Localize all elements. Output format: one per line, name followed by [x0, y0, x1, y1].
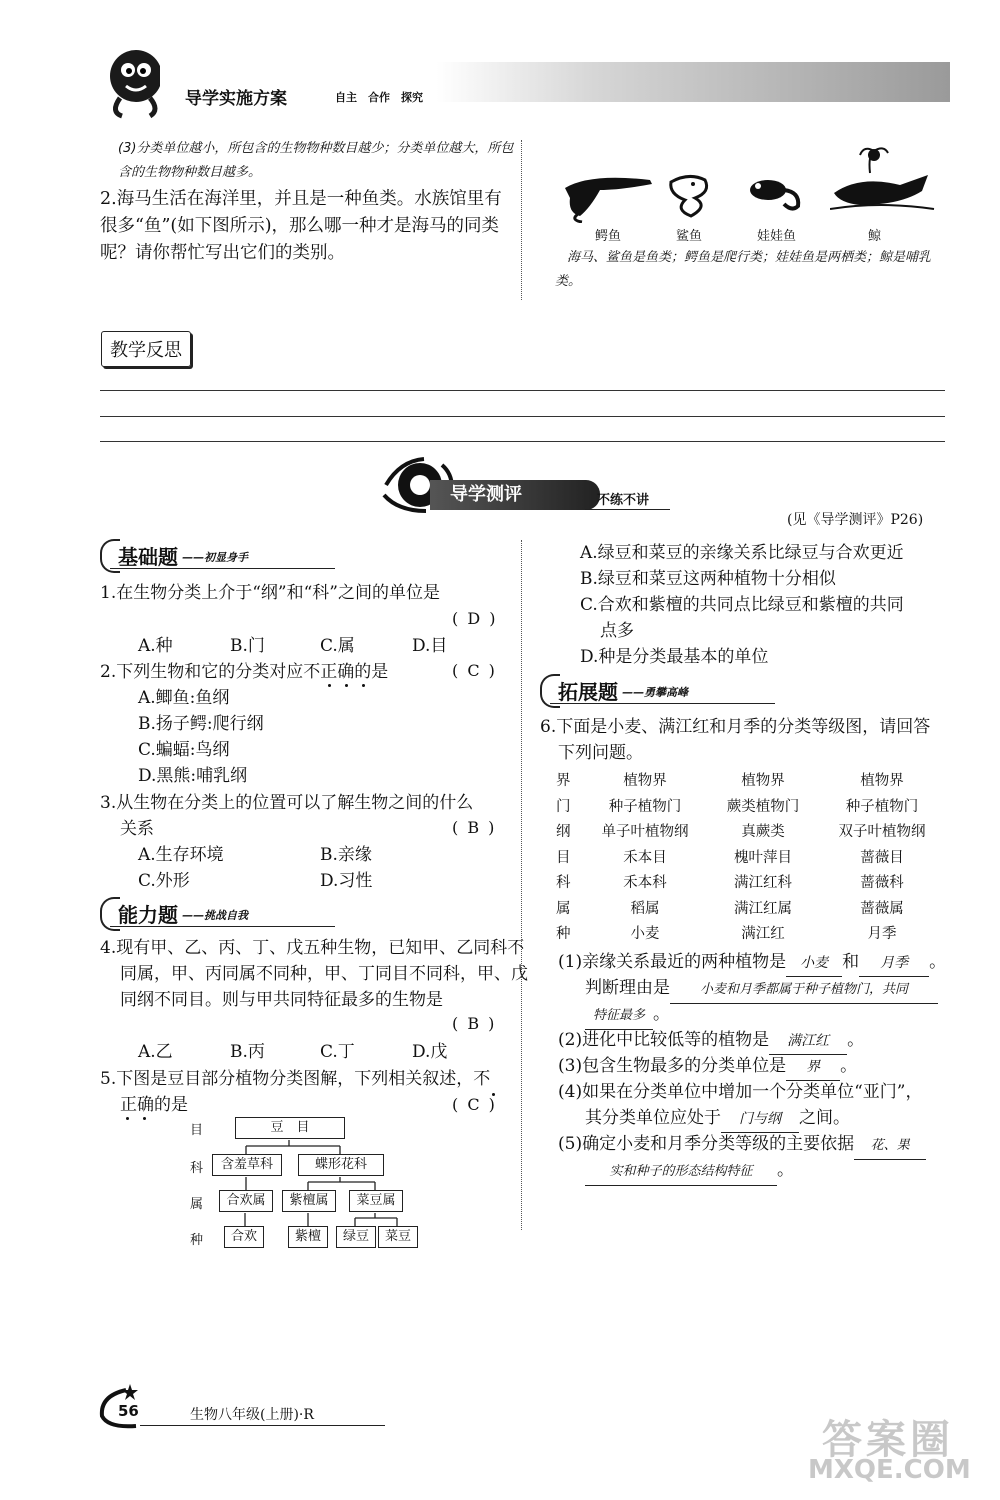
node-order-legume: 豆 目: [235, 1117, 345, 1139]
q6-sub2-prefix: (2)进化中比较低等的植物是: [558, 1030, 770, 1050]
extend-title: 拓展题: [558, 680, 618, 704]
footer-line: [140, 1425, 385, 1426]
q1-answer: ( D ): [452, 609, 498, 628]
table-rank-cell: 种: [556, 926, 571, 943]
q6-sub1-prefix: (1)亲缘关系最近的两种植物是: [558, 952, 787, 972]
table-row: [556, 920, 942, 946]
q3-option-c: C.外形: [138, 871, 190, 891]
q6-sub1-blank1: 小麦: [786, 950, 842, 977]
table-rank-cell: 科: [556, 875, 571, 892]
table-cell: 蔷薇科: [860, 875, 904, 892]
animal-label-salamander: 娃娃鱼: [757, 229, 797, 244]
classification-table: [556, 767, 942, 946]
q3-answer: ( B ): [452, 818, 497, 837]
q5-line1: 5.下图是豆目部分植物分类图解，下列相关叙述，不: [100, 1069, 491, 1089]
reflection-line-2: [100, 416, 945, 417]
animal-label-crocodile: 鳄鱼: [595, 229, 622, 244]
q6-sub3-prefix: (3)包含生物最多的分类单位是: [558, 1056, 787, 1076]
node-species-pterocarpus: 紫檀: [288, 1226, 328, 1248]
q6-sub5-blank1: 花、果: [854, 1133, 926, 1160]
q6-sub1-reason-cont: [585, 1001, 670, 1030]
ability-subtitle: ——挑战自我: [182, 909, 248, 922]
q5-line2: 正确的是: [120, 1095, 188, 1115]
basic-subtitle: ——初显身手: [182, 551, 248, 564]
q5-option-d: D.种是分类最基本的单位: [580, 647, 769, 667]
table-cell: 蕨类植物门: [726, 798, 800, 815]
q6-sub2: [558, 1027, 864, 1055]
animal-answer: 海马、鲨鱼是鱼类；鳄鱼是爬行类；娃娃鱼是两栖类；鲸是哺乳类。: [555, 250, 932, 289]
table-cell: 稻属: [630, 900, 660, 917]
q6-sub2-end: 。: [847, 1030, 865, 1050]
q4-option-b: B.丙: [230, 1042, 265, 1062]
salamander-icon: [744, 168, 804, 218]
q3-text-line2: 关系: [120, 819, 154, 839]
table-cell: 双子叶植物纲: [838, 824, 926, 841]
q6-sub5: [558, 1131, 926, 1160]
q5-option-a: A.绿豆和菜豆的亲缘关系比绿豆与合欢更近: [580, 543, 904, 563]
q4-line2: 同属，甲、丙同属不同种，甲、丁同目不同科，甲、戊: [120, 964, 528, 984]
column-divider-lower: [521, 540, 522, 1230]
q2-text: 2.下列生物和它的分类对应不正确的是: [100, 662, 389, 682]
q6-sub3-blank: 界: [786, 1054, 840, 1081]
seahorse-question: 2.海马生活在海洋里，并且是一种鱼类。水族馆里有很多“鱼”(如下图所示)，那么哪一种才是海马的同类呢？请你帮忙写出它们的类别。: [100, 189, 502, 263]
rank-genus: 属: [190, 1197, 204, 1212]
node-species-kidneybean: 菜豆: [378, 1226, 418, 1248]
q2-option-b: B.扬子鳄:爬行纲: [138, 714, 264, 734]
emphasis-dot: [143, 1117, 146, 1120]
q4-line3: 同纲不同目。则与甲共同特征最多的生物是: [120, 990, 443, 1010]
table-cell: 禾本科: [623, 875, 667, 892]
test-reference: (见《导学测评》P26): [787, 512, 924, 528]
book-title: 生物八年级(上册)·R: [190, 1407, 314, 1423]
ability-title: 能力题: [118, 903, 178, 927]
reflection-label: 教学反思: [101, 331, 191, 367]
extend-subtitle: ——勇攀高峰: [622, 686, 688, 699]
q6-sub1-and: 和: [842, 952, 860, 972]
node-genus-albizia: 合欢属: [219, 1190, 273, 1212]
test-slogan: 不练不讲: [597, 493, 650, 508]
table-cell: 满江红科: [734, 875, 792, 892]
crocodile-icon: [560, 168, 655, 223]
q6-sub5-blank2: 实和种子的形态结构特征: [585, 1159, 777, 1186]
reflection-line-3: [100, 441, 945, 442]
table-cell: 槐叶萍目: [734, 849, 792, 866]
table-rank-cell: 纲: [556, 824, 571, 841]
table-cell: 蔷薇属: [860, 900, 904, 917]
basic-title: 基础题: [118, 545, 178, 569]
q4-line1: 4.现有甲、乙、丙、丁、戊五种生物，已知甲、乙同科不: [100, 938, 525, 958]
q6-sub1-reason-blank-cont: 特征最多: [585, 1003, 653, 1030]
q6-sub1-blank2: 月季: [859, 950, 929, 977]
q6-sub2-blank: 满江红: [769, 1028, 847, 1055]
q6-sub1-reason-blank: 小麦和月季都属于种子植物门，共同: [670, 977, 938, 1004]
table-cell: 真蕨类: [741, 824, 785, 841]
ability-header: [100, 895, 340, 929]
emphasis-dot: [362, 684, 365, 687]
table-row: [556, 869, 942, 895]
q6-sub4-prefix: 其分类单位应处于: [585, 1108, 721, 1128]
node-species-albizia: 合欢: [224, 1226, 264, 1248]
q3-text-line1: 3.从生物在分类上的位置可以了解生物之间的什么: [100, 793, 474, 813]
animal-label-shark: 鲨鱼: [676, 229, 703, 244]
extend-header: [540, 672, 780, 706]
q6-sub1-reason: [585, 975, 938, 1004]
table-cell: 种子植物门: [608, 798, 682, 815]
q1-option-a: A.种: [138, 636, 173, 656]
rank-family: 科: [190, 1161, 204, 1176]
node-family-mimosa: 含羞草科: [212, 1154, 282, 1176]
header-title: 导学实施方案: [185, 89, 287, 109]
q6-sub1-reason-end: 。: [653, 1004, 670, 1024]
table-row: [556, 793, 942, 819]
q6-sub1-reason-label: 判断理由是: [585, 978, 670, 998]
table-cell: 满江红属: [734, 900, 792, 917]
column-divider: [521, 140, 522, 300]
q2-option-c: C.蝙蝠:鸟纲: [138, 740, 230, 760]
q4-option-a: A.乙: [138, 1042, 173, 1062]
page-number: 56: [118, 1402, 139, 1420]
q6-sub5-end: 。: [777, 1160, 794, 1180]
q3-option-a: A.生存环境: [138, 845, 224, 865]
classification-note: (3)分类单位越小，所包含的生物物种数目越少；分类单位越大，所包含的生物物种数目越多。: [118, 141, 514, 180]
q5-option-c: C.合欢和紫檀的共同点比绿豆和紫檀的共同: [580, 595, 904, 615]
q6-sub4-cont: [585, 1105, 850, 1133]
shark-icon: [665, 170, 713, 220]
emphasis-dot: [345, 684, 348, 687]
watermark-url: MXQE.COM: [808, 1455, 971, 1485]
extend-underline: [550, 703, 775, 704]
q3-option-d: D.习性: [320, 871, 373, 891]
q6-line2: 下列问题。: [558, 743, 643, 763]
emphasis-dot: [126, 1117, 129, 1120]
table-cell: 小麦: [630, 926, 660, 943]
q2-answer: ( C ): [452, 661, 497, 680]
emphasis-dot: [328, 684, 331, 687]
table-row: [556, 818, 942, 844]
q6-sub5-cont: [585, 1157, 794, 1186]
whale-icon: [830, 145, 936, 217]
reflection-line-1: [100, 390, 945, 391]
table-rank-cell: 目: [556, 849, 571, 866]
table-row: [556, 767, 942, 793]
table-cell: 种子植物门: [845, 798, 919, 815]
watermark-text: 答案圈: [822, 1417, 954, 1463]
ability-underline: [110, 926, 335, 927]
q5-answer: ( C ): [452, 1095, 497, 1114]
q4-option-d: D.戊: [412, 1042, 448, 1062]
rank-order: 目: [190, 1123, 204, 1138]
q6-sub4: (4)如果在分类单位中增加一个分类单位“亚门”，: [558, 1082, 923, 1102]
table-cell: 植物界: [860, 773, 904, 790]
table-row: [556, 844, 942, 870]
q2-option-a: A.鲫鱼:鱼纲: [138, 688, 230, 708]
table-cell: 满江红: [741, 926, 785, 943]
table-cell: 植物界: [741, 773, 785, 790]
q1-option-d: D.目: [412, 636, 448, 656]
q1-text: 1.在生物分类上介于“纲”和“科”之间的单位是: [100, 583, 440, 603]
q1-option-b: B.门: [230, 636, 265, 656]
q6-line1: 6.下面是小麦、满江红和月季的分类等级图，请回答: [540, 717, 931, 737]
q5-option-c-cont: 点多: [600, 621, 634, 641]
table-cell: 蔷薇目: [860, 849, 904, 866]
q3-option-b: B.亲缘: [320, 845, 372, 865]
table-cell: 月季: [867, 926, 897, 943]
q1-option-c: C.属: [320, 636, 355, 656]
test-banner: 导学测评: [430, 480, 600, 510]
q2-option-d: D.黑熊:哺乳纲: [138, 766, 248, 786]
q6-sub3-end: 。: [840, 1056, 858, 1076]
table-rank-cell: 界: [556, 773, 571, 790]
q6-sub4-blank: 门与纲: [721, 1106, 799, 1133]
table-row: [556, 895, 942, 921]
rank-species: 种: [190, 1233, 204, 1248]
node-species-mungbean: 绿豆: [336, 1226, 376, 1248]
header-subtitle: 自主 合作 探究: [335, 91, 423, 104]
q6-sub1: [558, 949, 946, 977]
node-genus-phaseolus: 菜豆属: [349, 1190, 403, 1212]
q4-option-c: C.丁: [320, 1042, 355, 1062]
q6-sub1-end: 。: [929, 952, 947, 972]
q6-sub5-prefix: (5)确定小麦和月季分类等级的主要依据: [558, 1134, 855, 1154]
q5-option-b: B.绿豆和菜豆这两种植物十分相似: [580, 569, 836, 589]
basic-underline: [110, 568, 335, 569]
table-cell: 禾本目: [623, 849, 667, 866]
q6-sub3: [558, 1053, 857, 1081]
basic-header: [100, 537, 340, 571]
node-family-papilionaceae: 蝶形花科: [298, 1154, 384, 1176]
test-slogan-line: [585, 509, 670, 510]
animal-label-whale: 鲸: [868, 229, 882, 244]
table-cell: 植物界: [623, 773, 667, 790]
table-cell: 单子叶植物纲: [601, 824, 689, 841]
table-rank-cell: 门: [556, 798, 571, 815]
q6-sub4-end: 之间。: [799, 1108, 850, 1128]
table-rank-cell: 属: [556, 900, 571, 917]
node-genus-pterocarpus: 紫檀属: [282, 1190, 336, 1212]
q4-answer: ( B ): [452, 1014, 497, 1033]
